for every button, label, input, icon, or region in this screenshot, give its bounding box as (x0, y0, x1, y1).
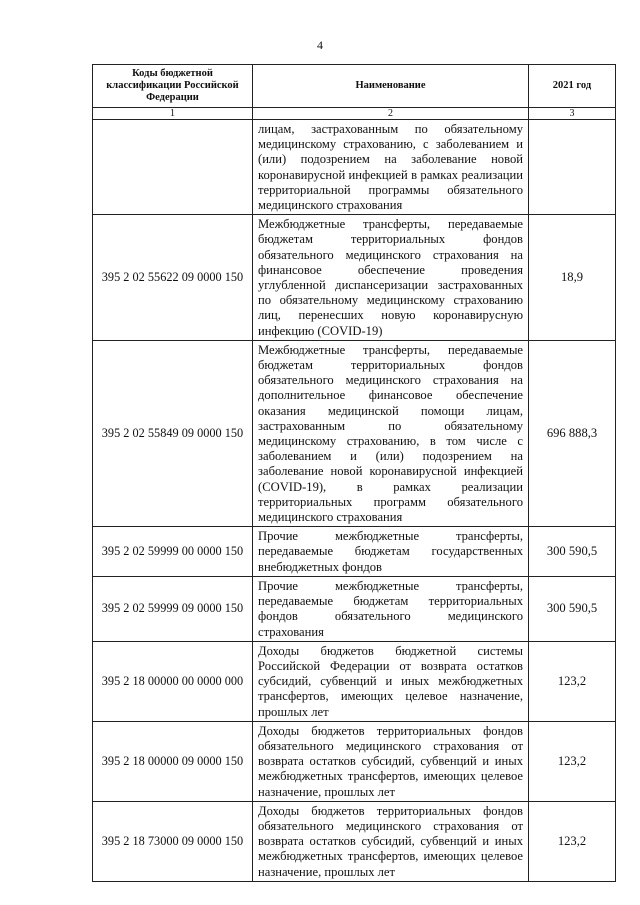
budget-table (92, 64, 616, 882)
table-header-row (93, 65, 616, 108)
column-number: 1 (93, 108, 253, 120)
item-amount: 18,9 (529, 215, 616, 341)
table-row (93, 801, 616, 881)
item-name: Доходы бюджетов территориальных фондов обязательного медицинского страхования от возврата остатков субсидий, субвенций и иных межбюджетных трансфертов, имеющих целевое назначение, прошлых лет (253, 801, 529, 881)
budget-code: 395 2 02 55622 09 0000 150 (93, 215, 253, 341)
table-row (93, 527, 616, 577)
item-amount: 696 888,3 (529, 340, 616, 526)
budget-code (93, 120, 253, 215)
header-name: Наименование (253, 65, 529, 108)
budget-code: 395 2 02 59999 00 0000 150 (93, 527, 253, 577)
table-row (93, 721, 616, 801)
column-number: 3 (529, 108, 616, 120)
item-amount: 300 590,5 (529, 576, 616, 641)
column-number: 2 (253, 108, 529, 120)
item-name: Прочие межбюджетные трансферты, передаваемые бюджетам территориальных фондов обязательного медицинского страхования (253, 576, 529, 641)
item-amount: 123,2 (529, 641, 616, 721)
budget-code: 395 2 18 00000 09 0000 150 (93, 721, 253, 801)
item-amount: 123,2 (529, 801, 616, 881)
budget-code: 395 2 18 00000 00 0000 000 (93, 641, 253, 721)
item-name: Межбюджетные трансферты, передаваемые бюджетам территориальных фондов обязательного медицинского страхования на финансовое обеспечение проведения углубленной диспансеризации застрахованных по обязательному медицинскому страхованию лиц, перенесших новую коронавирусную инфекцию (COVID-19) (253, 215, 529, 341)
item-name: Доходы бюджетов бюджетной системы Российской Федерации от возврата остатков субсидий, субвенций и иных межбюджетных трансфертов, имеющих целевое назначение, прошлых лет (253, 641, 529, 721)
item-amount: 300 590,5 (529, 527, 616, 577)
header-code: Коды бюджетной классификации Российской Федерации (93, 65, 253, 108)
budget-code: 395 2 02 55849 09 0000 150 (93, 340, 253, 526)
table-row (93, 120, 616, 215)
header-year: 2021 год (529, 65, 616, 108)
budget-code: 395 2 02 59999 09 0000 150 (93, 576, 253, 641)
item-name: лицам, застрахованным по обязательному медицинскому страхованию, с заболеванием и (или) подозрением на заболевание новой коронавирусной инфекцией в рамках реализации территориальной программы обязательного медицинского страхования (253, 120, 529, 215)
item-name: Прочие межбюджетные трансферты, передаваемые бюджетам государственных внебюджетных фондов (253, 527, 529, 577)
table-row (93, 340, 616, 526)
page-number: 4 (317, 38, 323, 52)
item-name: Доходы бюджетов территориальных фондов обязательного медицинского страхования от возврата остатков субсидий, субвенций и иных межбюджетных трансфертов, имеющих целевое назначение, прошлых лет (253, 721, 529, 801)
table-row (93, 641, 616, 721)
item-name: Межбюджетные трансферты, передаваемые бюджетам территориальных фондов обязательного медицинского страхования на дополнительное финансовое обеспечение оказания медицинской помощи лицам, застрахованным по обязательному медицинскому страхованию, в том числе с заболеванием и (или) подозрением на заболевание новой коронавирусной инфекцией (COVID-19), в рамках реализации территориальных программ обязательного медицинского страхования (253, 340, 529, 526)
table-row (93, 576, 616, 641)
budget-code: 395 2 18 73000 09 0000 150 (93, 801, 253, 881)
item-amount (529, 120, 616, 215)
column-number-row (93, 108, 616, 120)
item-amount: 123,2 (529, 721, 616, 801)
table-row (93, 215, 616, 341)
